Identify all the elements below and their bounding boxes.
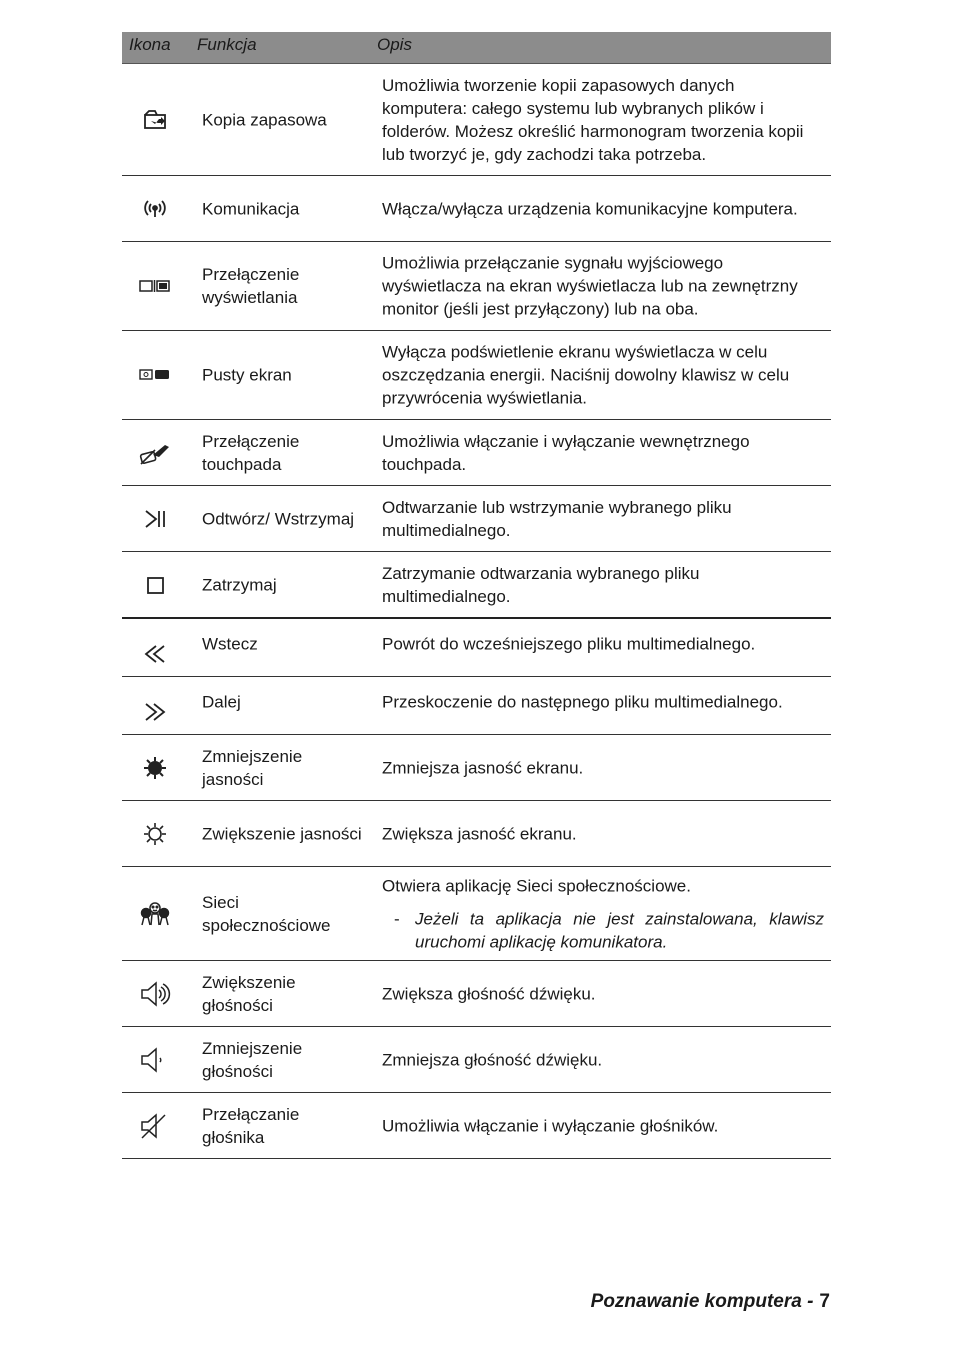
description-text: Umożliwia włączanie i wyłączanie głośników. [382, 1116, 719, 1135]
description-text: Powrót do wcześniejszego pliku multimedialnego. [382, 634, 756, 653]
function-label: Pusty ekran [202, 365, 292, 385]
function-label: Sieci społecznościowe [202, 892, 331, 935]
screen-blank-icon [139, 359, 171, 391]
description-text: Zmniejsza jasność ekranu. [382, 758, 584, 777]
function-label: Zwiększenie jasności [202, 824, 362, 843]
table-header [122, 32, 831, 64]
touchpad-toggle-icon [139, 437, 171, 469]
table-row [122, 64, 831, 176]
function-label: Odtwórz/ Wstrzymaj [202, 509, 355, 528]
function-label: Zmniejszenie głośności [202, 1038, 303, 1081]
table-row [122, 1027, 831, 1093]
table-row [122, 420, 831, 486]
social-networks-icon [139, 898, 171, 930]
next-icon [139, 696, 171, 728]
table-row [122, 176, 831, 242]
table-row [122, 677, 831, 735]
description-text: Zmniejsza głośność dźwięku. [382, 1050, 603, 1069]
backup-icon [139, 104, 171, 136]
function-label: Wstecz [202, 634, 258, 653]
description-text: Przeskoczenie do następnego pliku multimedialnego. [382, 692, 783, 711]
header-function: Funkcja [197, 35, 257, 54]
description-text: Umożliwia tworzenie kopii zapasowych danych komputera: całego systemu lub wybranych plików i folderów. Możesz określić harmonogram tworzenia kopii lub tworzyć je, gdy zachodzi taka potrzeba. [382, 75, 804, 164]
header-icon: Ikona [129, 35, 171, 54]
page-number: 7 [819, 1291, 830, 1312]
page-footer [591, 1291, 830, 1313]
function-label: Zatrzymaj [202, 575, 277, 594]
wireless-icon [139, 193, 171, 225]
table-row [122, 331, 831, 420]
brightness-up-icon [139, 818, 171, 850]
table-row [122, 735, 831, 801]
function-label: Przełączenie wyświetlania [202, 265, 300, 307]
description-text: Umożliwia włączanie i wyłączanie wewnętrznego touchpada. [382, 431, 750, 474]
description-text: Zatrzymanie odtwarzania wybranego pliku multimedialnego. [382, 563, 700, 606]
shortcut-table [122, 32, 831, 1159]
footer-title: Poznawanie komputera - [590, 1291, 814, 1312]
function-label: Przełączanie głośnika [202, 1104, 300, 1147]
function-label: Dalej [202, 692, 241, 711]
speaker-toggle-icon [139, 1110, 171, 1142]
table-row [122, 486, 831, 552]
function-label: Kopia zapasowa [202, 110, 327, 129]
function-label: Zwiększenie głośności [202, 972, 296, 1015]
header-description: Opis [377, 35, 412, 54]
description-text: Umożliwia przełączanie sygnału wyjściowego wyświetlacza na ekran wyświetlacza lub na zewnętrzny monitor (jeśli jest przyłączony) lub na oba. [382, 253, 798, 319]
description-main: Otwiera aplikację Sieci społecznościowe. [382, 876, 691, 895]
table-row [122, 619, 831, 677]
function-label: Zmniejszenie jasności [202, 746, 303, 789]
note-dash: - [394, 909, 400, 928]
function-label: Przełączenie touchpada [202, 431, 300, 474]
table-row [122, 961, 831, 1027]
stop-icon [139, 569, 171, 601]
description-text: Odtwarzanie lub wstrzymanie wybranego pliku multimedialnego. [382, 497, 732, 540]
play-pause-icon [139, 503, 171, 535]
description-text: Zwiększa jasność ekranu. [382, 824, 577, 843]
description-text: Wyłącza podświetlenie ekranu wyświetlacza w celu oszczędzania energii. Naciśnij dowolny klawisz w celu przywrócenia wyświetlania. [382, 342, 790, 408]
table-row [122, 552, 831, 619]
description-note [382, 907, 824, 953]
table-row [122, 242, 831, 331]
display-toggle-icon [139, 270, 171, 302]
volume-down-icon [139, 1044, 171, 1076]
previous-icon [139, 638, 171, 670]
description-text: Zwiększa głośność dźwięku. [382, 984, 596, 1003]
volume-up-icon [139, 978, 171, 1010]
brightness-down-icon [139, 752, 171, 784]
table-row [122, 867, 831, 961]
function-label: Komunikacja [202, 199, 300, 218]
note-text: Jeżeli ta aplikacja nie jest zainstalowana, klawisz uruchomi aplikację komunikatora. [415, 909, 824, 951]
description-text: Włącza/wyłącza urządzenia komunikacyjne komputera. [382, 199, 798, 218]
table-row [122, 1093, 831, 1159]
description-text [382, 874, 824, 953]
table-row [122, 801, 831, 867]
